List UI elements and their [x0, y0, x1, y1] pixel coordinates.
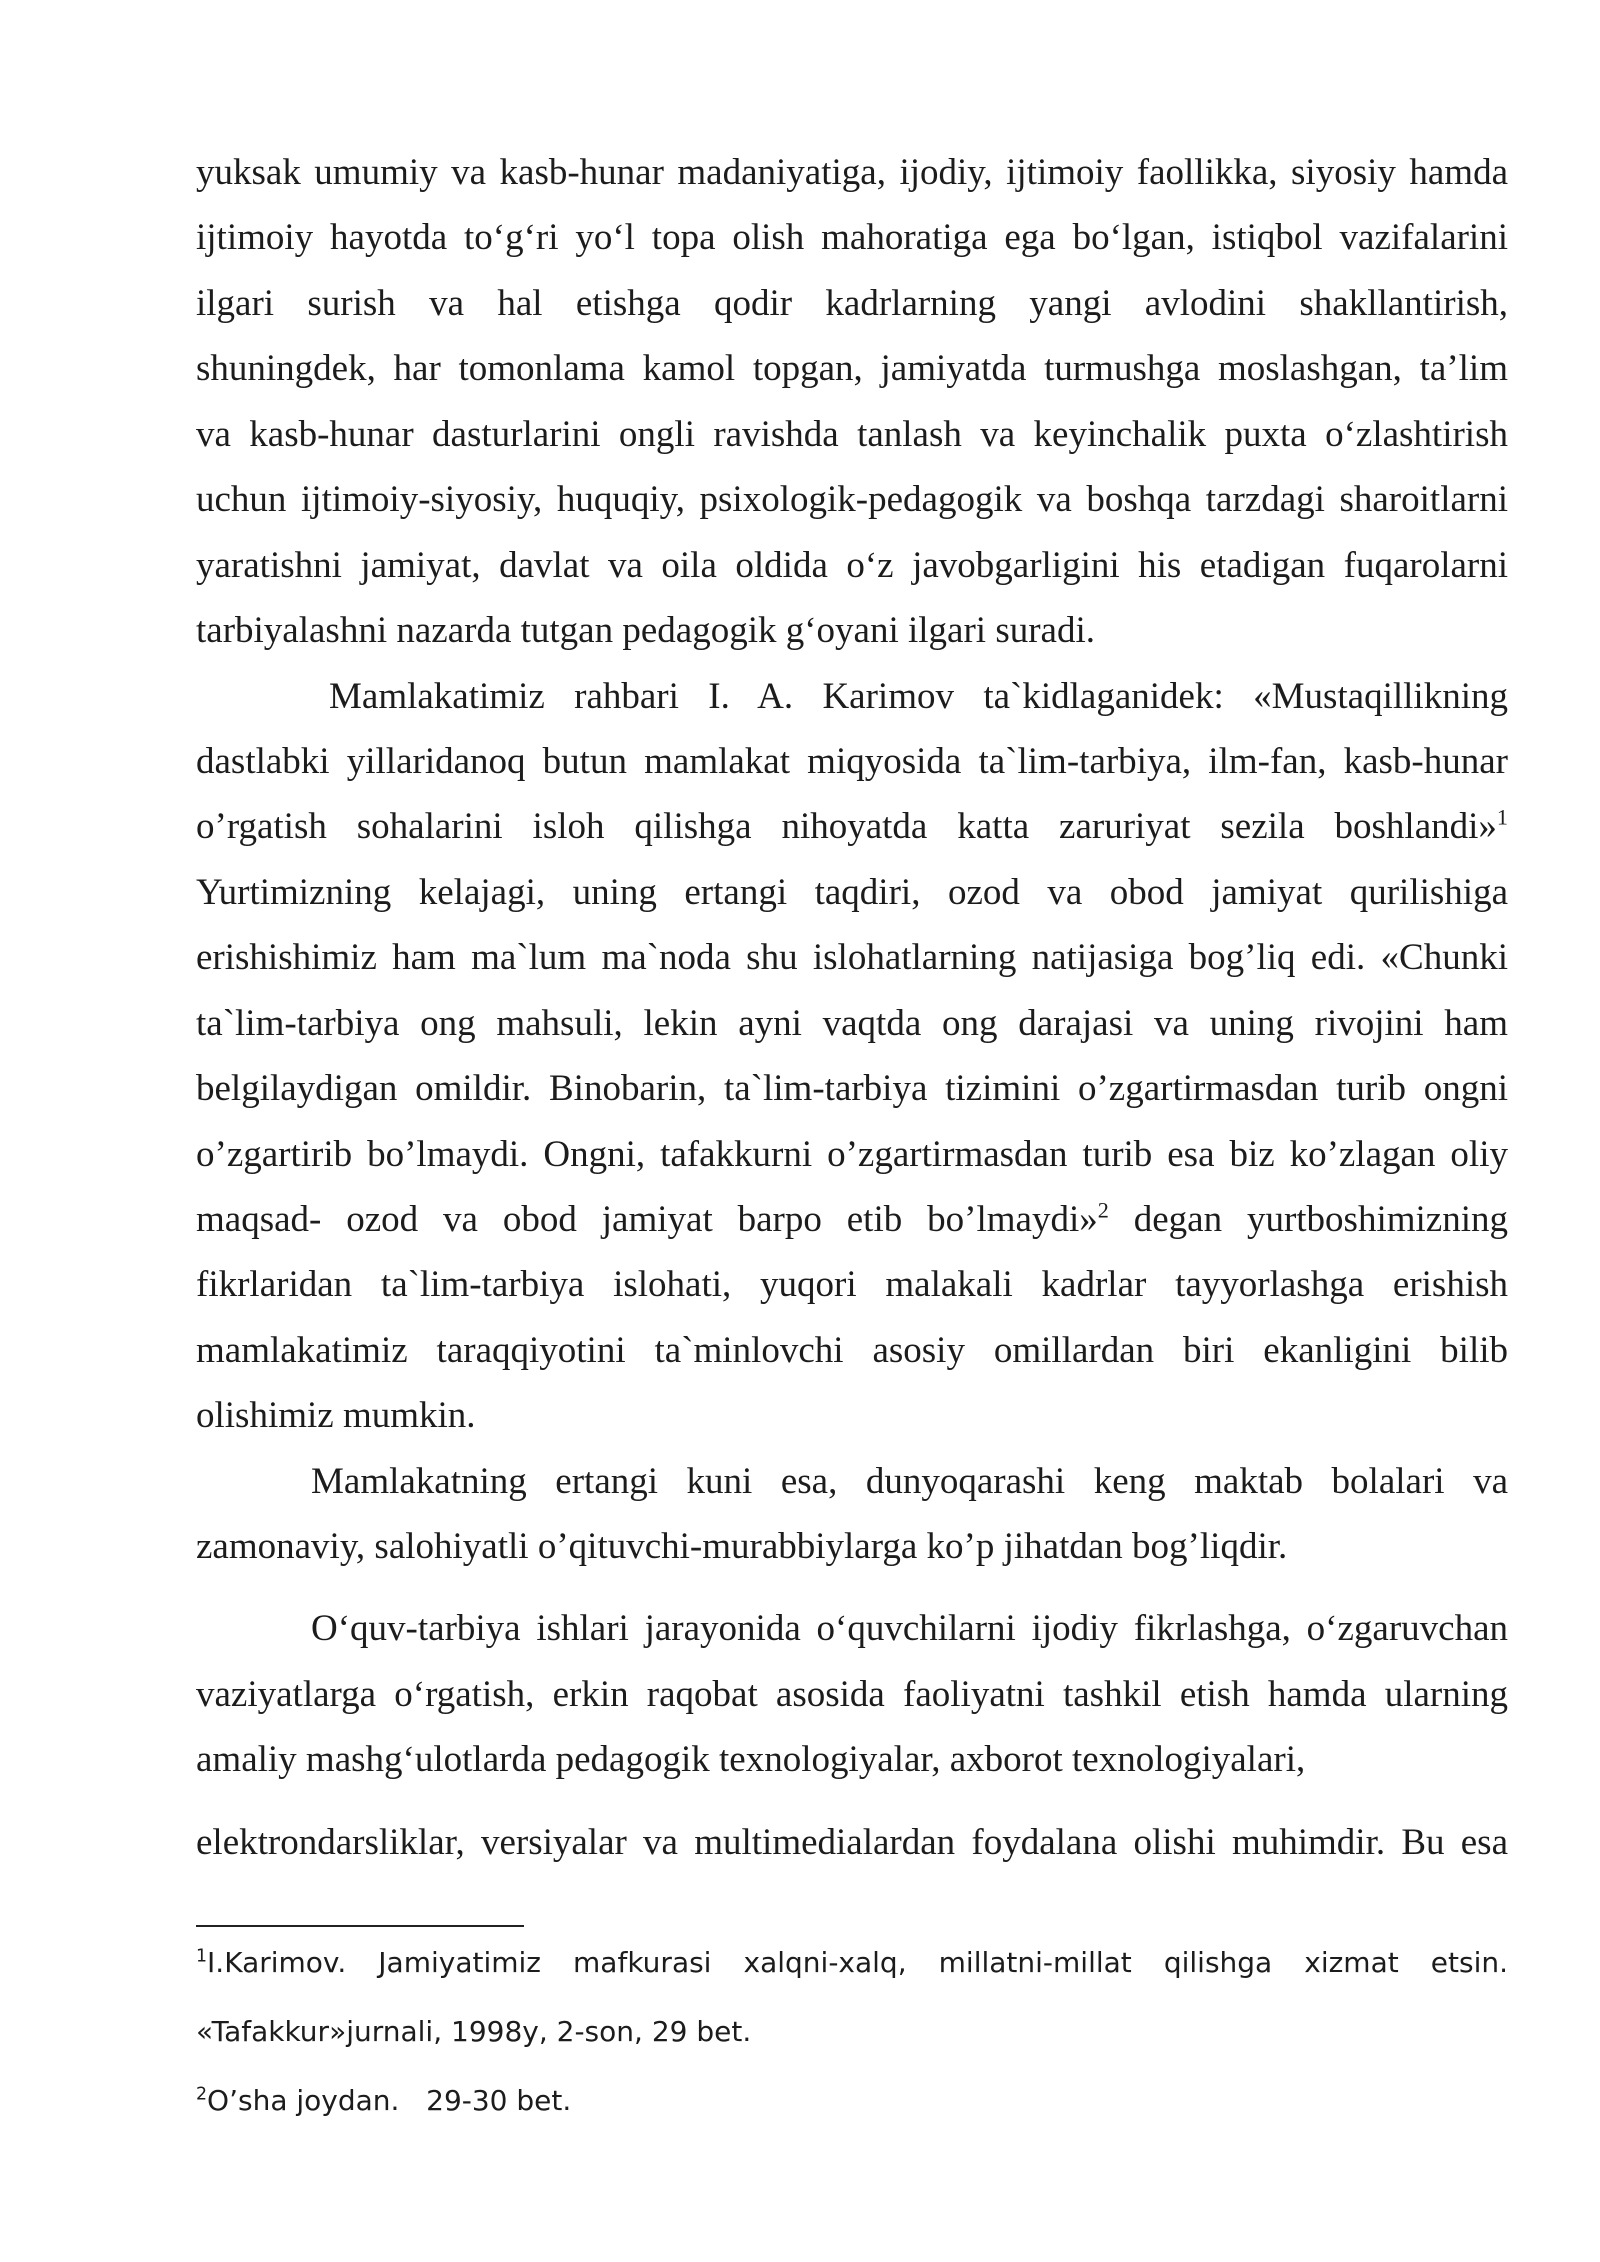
text-line: olishimiz mumkin. [196, 1395, 476, 1437]
text-line: mamlakatimiz taraqqiyotini ta`minlovchi asosiy omillardan biri ekanligini bilib [196, 1329, 1508, 1371]
footnote-1-continued [196, 1997, 1508, 2066]
paragraph-5 [196, 1810, 1508, 1875]
text-line: Yurtimizning kelajagi, uning ertangi taqdiri, ozod va obod jamiyat qurilishiga [196, 871, 1508, 913]
text-line: uchun ijtimoiy-siyosiy, huquqiy, psixologik-pedagogik va boshqa tarzdagi sharoitlarni [196, 479, 1508, 521]
paragraph-3 [196, 1449, 1508, 1580]
paragraph-1 [196, 140, 1508, 664]
text-line [196, 1187, 1508, 1252]
text-line: ijtimoiy hayotda to‘g‘ri yo‘l topa olish mahoratiga ega bo‘lgan, istiqbol vazifalarini [196, 217, 1508, 259]
footnote-text: «Tafakkur»jurnali, 1998y, 2-son, 29 bet. [196, 2015, 752, 2048]
text-line: vaziyatlarga o‘rgatish, erkin raqobat asosida faoliyatni tashkil etish hamda ularning [196, 1673, 1508, 1715]
text-line: amaliy mashg‘ulotlarda pedagogik texnologiyalar, axborot texnologiyalari, [196, 1739, 1306, 1780]
footnote-mark-1: 1 [196, 1946, 208, 1967]
footnote-ref-1: 1 [1496, 805, 1508, 831]
body-text [196, 140, 1508, 1875]
footnote-text: I.Karimov. Jamiyatimiz mafkurasi xalqni-xalq, millatni-millat qilishga xizmat etsin. [207, 1946, 1508, 1979]
footnote-separator [196, 1925, 524, 1927]
text-line: erishishimiz ham ma`lum ma`noda shu islohatlarning natijasiga bog’liq edi. «Chunki [196, 937, 1508, 979]
text-line: fikrlaridan ta`lim-tarbiya islohati, yuqori malakali kadrlar tayyorlashga erishish [196, 1264, 1508, 1306]
text-line: shuningdek, har tomonlama kamol topgan, jamiyatda turmushga moslashgan, ta’lim [196, 348, 1508, 390]
text-line: yuksak umumiy va kasb-hunar madaniyatiga, ijodiy, ijtimoiy faollikka, siyosiy hamda [196, 152, 1508, 193]
footnote-mark-2: 2 [196, 2084, 208, 2105]
text-line: tarbiyalashni nazarda tutgan pedagogik g‘oyani ilgari suradi. [196, 610, 1096, 652]
line-text: o’rgatish sohalarini isloh qilishga nihoyatda katta zaruriyat sezila boshlandi» [196, 806, 1497, 848]
text-line: ilgari surish va hal etishga qodir kadrlarning yangi avlodini shakllantirish, [196, 282, 1508, 324]
text-line: zamonaviy, salohiyatli o’qituvchi-murabbiylarga ko’p jihatdan bog’liqdir. [196, 1526, 1288, 1568]
line-text-continued: degan yurtboshimizning [1108, 1199, 1509, 1240]
text-line: ta`lim-tarbiya ong mahsuli, lekin ayni vaqtda ong darajasi va uning rivojini ham [196, 1002, 1508, 1044]
text-line: dastlabki yillaridanoq butun mamlakat miqyosida ta`lim-tarbiya, ilm-fan, kasb-hunar [196, 740, 1508, 782]
paragraph-2 [196, 664, 1508, 1449]
footnote-ref-2: 2 [1097, 1197, 1109, 1223]
footnote-1 [196, 1928, 1508, 1997]
footnote-text: O’sha joydan. 29-30 bet. [207, 2084, 572, 2117]
text-line: yaratishni jamiyat, davlat va oila oldida o‘z javobgarligini his etadigan fuqarolarni [196, 544, 1508, 586]
footnotes [196, 1928, 1508, 2135]
paragraph-4 [196, 1596, 1508, 1792]
text-line: belgilaydigan omildir. Binobarin, ta`lim-tarbiya tizimini o’zgartirmasdan turib ongni [196, 1068, 1508, 1110]
text-line: elektrondarsliklar, versiyalar va multimedialardan foydalana olishi muhimdir. Bu esa [196, 1821, 1508, 1863]
text-line: Mamlakatimiz rahbari I. A. Karimov ta`kidlaganidek: «Mustaqillikning [329, 675, 1508, 717]
text-line: Mamlakatning ertangi kuni esa, dunyoqarashi keng maktab bolalari va [311, 1460, 1508, 1502]
text-line [196, 794, 1508, 859]
footnote-2 [196, 2066, 1508, 2135]
line-text: maqsad- ozod va obod jamiyat barpo etib bo’lmaydi» [196, 1199, 1098, 1240]
text-line: va kasb-hunar dasturlarini ongli ravishda tanlash va keyinchalik puxta o‘zlashtirish [196, 413, 1508, 455]
text-line: o’zgartirib bo’lmaydi. Ongni, tafakkurni o’zgartirmasdan turib esa biz ko’zlagan oliy [196, 1133, 1508, 1175]
text-line: O‘quv-tarbiya ishlari jarayonida o‘quvchilarni ijodiy fikrlashga, o‘zgaruvchan [311, 1608, 1508, 1650]
